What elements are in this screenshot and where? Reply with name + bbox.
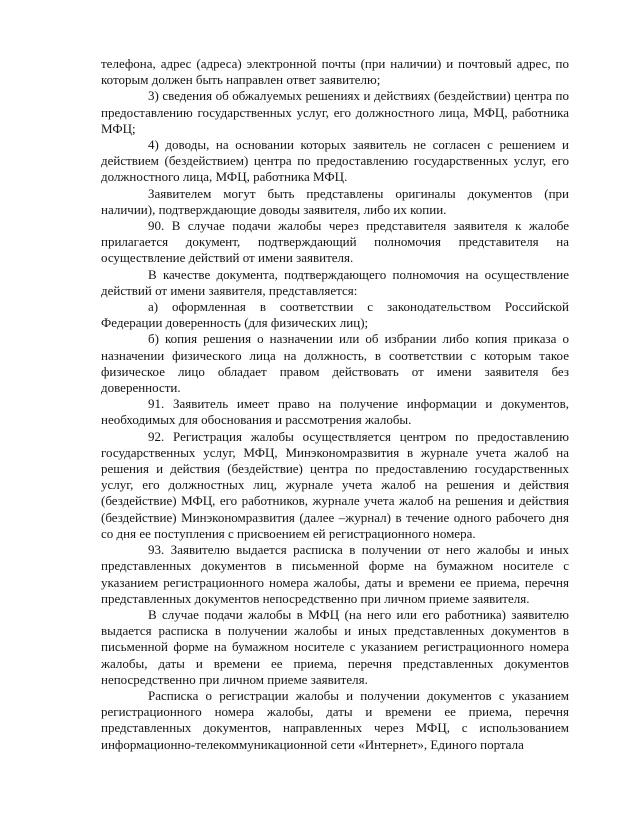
paragraph-item-b: б) копия решения о назначении или об избрании либо копия приказа о назначении физического лица на должность, в соответствии с которым такое физическое лицо обладает правом действовать от имени заявителя без доверенности.: [101, 331, 569, 396]
paragraph-originals: Заявителем могут быть представлены оригиналы документов (при наличии), подтверждающие доводы заявителя, либо их копии.: [101, 185, 569, 217]
paragraph-contact-continuation: телефона, адрес (адреса) электронной почты (при наличии) и почтовый адрес, по которым должен быть направлен ответ заявителю;: [101, 56, 569, 88]
paragraph-item-3: 3) сведения об обжалуемых решениях и действиях (бездействии) центра по предоставлению государственных услуг, его должностного лица, МФЦ, работника МФЦ;: [101, 88, 569, 136]
paragraph-mfc-receipt: В случае подачи жалобы в МФЦ (на него или его работника) заявителю выдается расписка в получении жалобы и иных представленных документов в письменной форме на бумажном носителе с указанием регистрационного номера жалобы, даты и времени ее приема, перечня представленных документов непосредственно при личном приеме заявителя.: [101, 606, 569, 687]
paragraph-clause-91: 91. Заявитель имеет право на получение информации и документов, необходимых для обоснования и рассмотрения жалобы.: [101, 396, 569, 428]
paragraph-item-4: 4) доводы, на основании которых заявитель не согласен с решением и действием (бездействием) центра по предоставлению государственных услуг, его должностного лица, МФЦ, работника МФЦ.: [101, 137, 569, 185]
paragraph-clause-92: 92. Регистрация жалобы осуществляется центром по предоставлению государственных услуг, МФЦ, Минэкономразвития в журнале учета жалоб на решения и действия (бездействие) центра по предоставлению государственных услуг, его должностных лиц, журнале учета жалоб на решения и действия (бездействие) МФЦ, его работников, журнале учета жалоб на решения и действия (бездействие) Минэкономразвития (далее –журнал) в течение одного рабочего дня со дня ее поступления с присвоением ей регистрационного номера.: [101, 428, 569, 541]
paragraph-authority-document: В качестве документа, подтверждающего полномочия на осуществление действий от имени заявителя, представляется:: [101, 266, 569, 298]
paragraph-registration-receipt: Расписка о регистрации жалобы и получении документов с указанием регистрационного номера жалобы, даты и времени ее приема, перечня представленных документов, направленных через МФЦ, с использованием информационно-телекоммуникационной сети «Интернет», Единого портала: [101, 687, 569, 752]
document-body: [101, 56, 569, 753]
paragraph-item-a: а) оформленная в соответствии с законодательством Российской Федерации доверенность (для физических лиц);: [101, 299, 569, 331]
paragraph-clause-93: 93. Заявителю выдается расписка в получении от него жалобы и иных представленных документов в письменной форме на бумажном носителе с указанием регистрационного номера жалобы, даты и времени ее приема, перечня представленных документов непосредственно при личном приеме заявителя.: [101, 542, 569, 606]
paragraph-clause-90: 90. В случае подачи жалобы через представителя заявителя к жалобе прилагается документ, подтверждающий полномочия представителя на осуществление действий от имени заявителя.: [101, 218, 569, 266]
